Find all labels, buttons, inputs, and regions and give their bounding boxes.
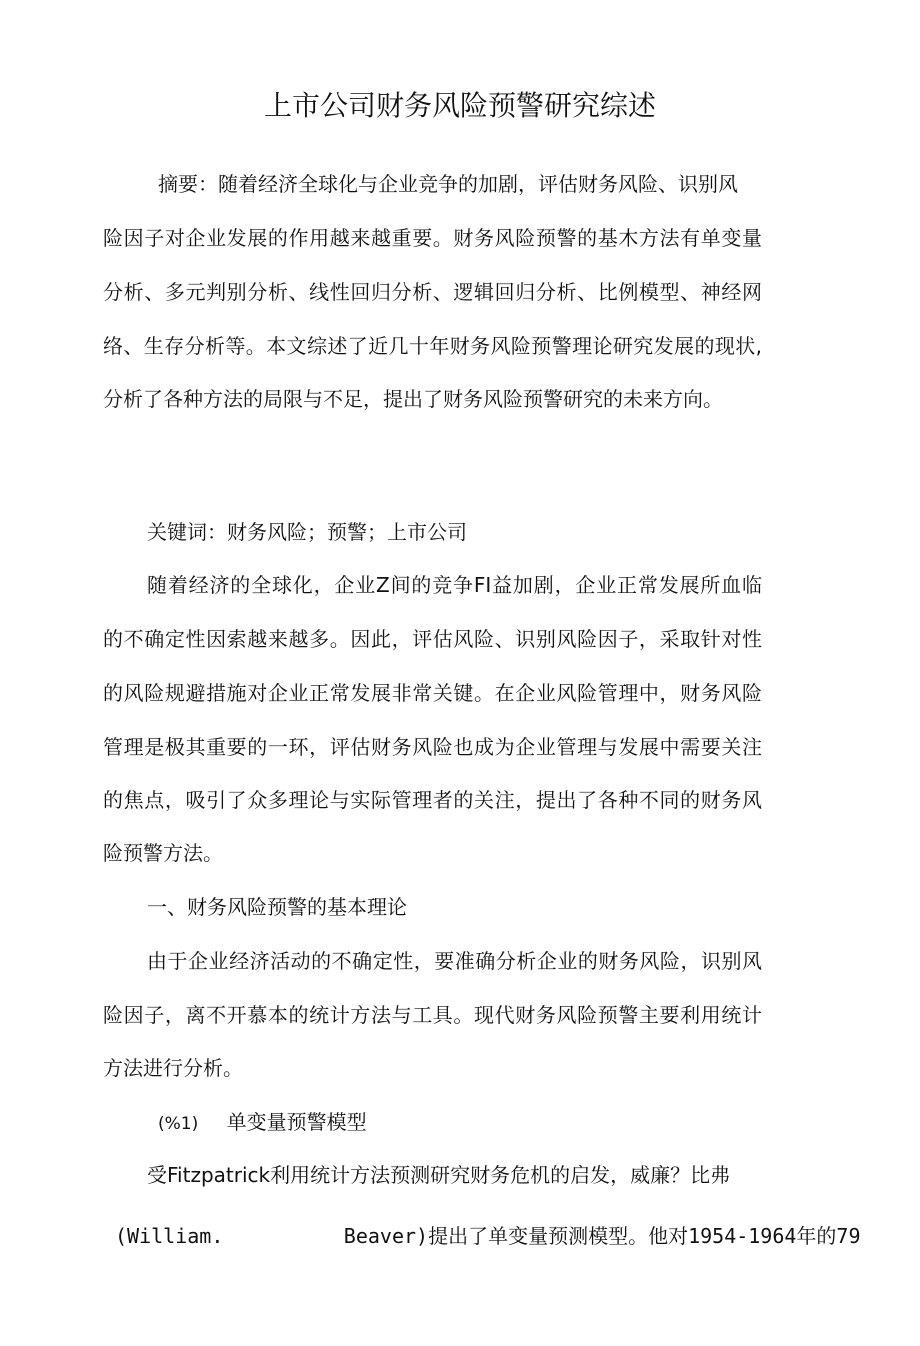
abstract-line: 分析、多元判别分析、线性回归分析、逻辑回归分析、比例模型、神经网 (103, 280, 762, 304)
section-heading: 一、财务风险预警的基本理论 (147, 895, 407, 919)
abstract-line: 摘要：随着经济全球化与企业竞争的加剧，评估财务风险、识别风 (158, 172, 738, 196)
body-line: 方法进行分析。 (103, 1056, 243, 1080)
body-line: 险因子，离不开慕本的统计方法与工具。现代财务风险预警主要利用统计 (103, 1003, 762, 1027)
body-line: 随着经济的全球化，企业Z间的竞争FI益加剧，企业正常发展所血临 (147, 573, 762, 597)
body-line: 的不确定性因索越来越多。因此，评估风险、识别风险因子，采取针对性 (103, 627, 762, 651)
abstract-line: 络、生存分析等。本文综述了近几十年财务风险预警理论研究发展的现状, (103, 334, 762, 358)
body-line: 由于企业经济活动的不确定性，要准确分析企业的财务风险，识别风 (147, 949, 762, 973)
subsection-heading (158, 1108, 817, 1138)
subsection-title: 单变量预警模型 (226, 1110, 367, 1134)
keywords: 关键词：财务风险；预警；上市公司 (147, 520, 467, 544)
abstract-line: 险因子对企业发展的作用越来越重要。财务风险预警的基木方法有单变量 (103, 226, 762, 250)
body-line: 的风险规避措施对企业正常发展非常关键。在企业风险管理中，财务风险 (103, 681, 762, 705)
body-line: (William. Beaver)提出了单变量预测模型。他对1954-1964年的79 (115, 1224, 861, 1248)
body-line: 险预警方法。 (103, 841, 223, 865)
body-line: 管理是极其重要的一环，评估财务风险也成为企业管理与发展中需要关注 (103, 735, 762, 759)
abstract-line: 分析了各种方法的局限与不足，提出了财务风险预警研究的未来方向。 (103, 387, 723, 411)
document-title: 上市公司财务风险预警研究综述 (263, 89, 656, 122)
subsection-number: (%1) (158, 1114, 199, 1134)
body-line: 受Fitzpatrick利用统计方法预测研究财务危机的启发，威廉？比弗 (147, 1163, 731, 1187)
body-line: 的焦点，吸引了众多理论与实际管理者的关注，提出了各种不同的财务风 (103, 788, 762, 812)
